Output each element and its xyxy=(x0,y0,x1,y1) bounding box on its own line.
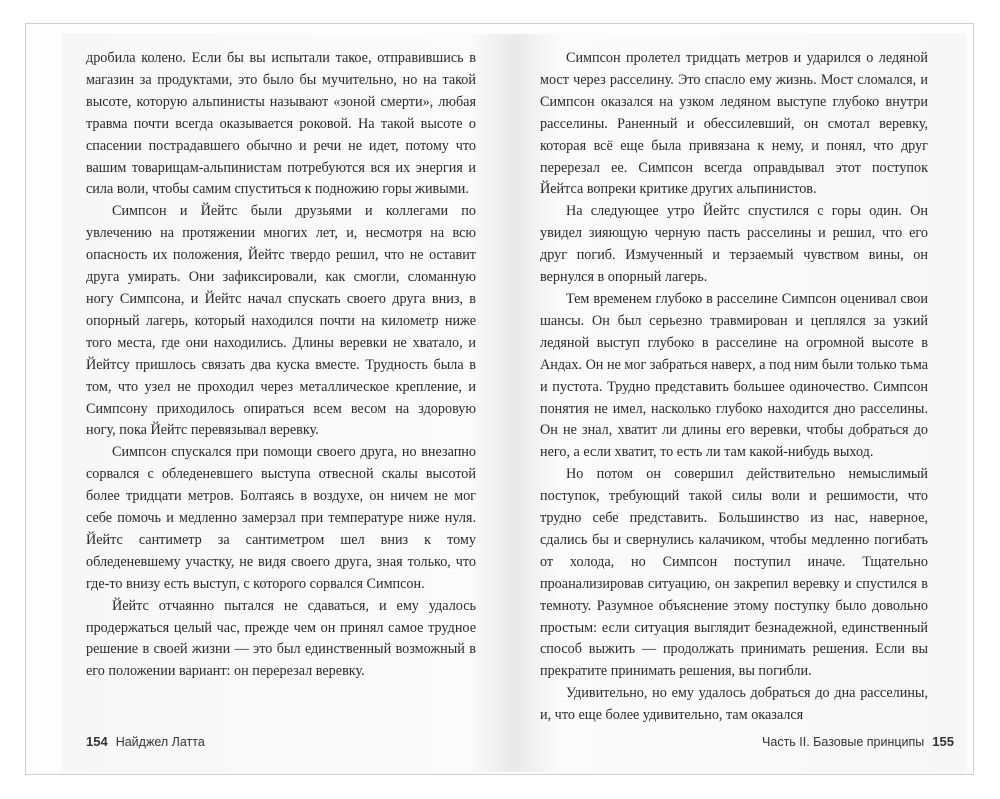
page-number: 154 xyxy=(86,734,108,749)
left-page xyxy=(62,34,502,772)
paragraph: Йейтс отчаянно пытался не сдаваться, и ему удалось продержаться целый час, прежде чем он принял самое трудное решение в своей жизни — это был единственный возможный в его положении вариант: он перерезал веревку. xyxy=(86,597,476,680)
right-page-text xyxy=(540,48,928,727)
book-spread xyxy=(62,34,966,772)
paragraph: Симпсон спускался при помощи своего друга, но внезапно сорвался с обледеневшего выступа отвесной скалы высотой более тридцати метров. Болтаясь в воздухе, он ничем не мог себе помочь и медленно замерзал при температуре ниже нуля. Йейтс сантиметр за сантиметром шел вниз к тому обледеневшему участку, не видя своего друга, зная только, что где-то внизу есть выступ, с которого сорвался Симпсон. xyxy=(86,444,476,592)
right-page-footer xyxy=(762,734,954,749)
paragraph: Симпсон и Йейтс были друзьями и коллегами по увлечению на протяжении многих лет, и, несмотря на всю опасность их положения, Йейтс твердо решил, что не оставит друга умирать. Они зафиксировали, как смогли, сломанную ногу Симпсона, и Йейтс начал спускать своего друга вниз, в опорный лагерь, который находился почти на километр ниже того места, где они находились. Длины веревки не хватало, и Йейтсу пришлось связать два куска вместе. Трудность была в том, что узел не проходил через металлическое крепление, и Симпсону приходилось опираться всем весом на здоровую ногу, пока Йейтс перевязывал веревку. xyxy=(86,203,476,439)
paragraph: На следующее утро Йейтс спустился с горы один. Он увидел зияющую черную пасть расселины и решил, что его друг погиб. Измученный и терзаемый чувством вины, он вернулся в опорный лагерь. xyxy=(540,203,928,286)
paragraph: Симпсон пролетел тридцать метров и ударился о ледяной мост через расселину. Это спасло ему жизнь. Мост сломался, и Симпсон оказался на узком ледяном выступе глубоко внутри расселины. Раненный и обессилевший, он смотал веревку, которая всё еще была привязана к нему, и понял, что друг перерезал ее. Симпсон всегда оправдывал этот поступок Йейтса вопреки критике других альпинистов. xyxy=(540,50,928,198)
paragraph: Тем временем глубоко в расселине Симпсон оценивал свои шансы. Он был серьезно травмирован и цеплялся за узкий ледяной выступ глубоко в расселине на огромной высоте в Андах. Он не мог забраться наверх, а под ним были только тьма и пустота. Трудно представить большее одиночество. Симпсон понятия не имел, насколько глубоко находится дно расселины. Он не знал, хватит ли длины его веревки, чтобы добраться до него, а если хватит, то есть ли там какой-нибудь выход. xyxy=(540,290,928,461)
page-number: 155 xyxy=(932,734,954,749)
paragraph: Удивительно, но ему удалось добраться до дна расселины, и, что еще более удивительно, там оказался xyxy=(540,685,928,724)
scan-frame xyxy=(25,23,974,775)
left-page-text xyxy=(86,48,476,683)
running-head: Найджел Латта xyxy=(115,735,205,749)
paragraph: Но потом он совершил действительно немыслимый поступок, требующий такой силы воли и решимости, что трудно себе представить. Большинство из нас, наверное, сдались бы и свернулись калачиком, чтобы медленно погибать от холода, но Симпсон поступил иначе. Тщательно проанализировав ситуацию, он закрепил веревку и спустился в темноту. Разумное объяснение этому поступку было довольно простым: если ситуация выглядит безнадежной, единственный способ выжить — продолжать принимать решения. Если вы прекратите принимать решения, вы погибли. xyxy=(540,466,928,680)
running-head: Часть II. Базовые принципы xyxy=(762,735,925,749)
right-page xyxy=(540,34,980,772)
left-page-footer xyxy=(86,734,205,749)
paragraph: дробила колено. Если бы вы испытали такое, отправившись в магазин за продуктами, это было бы мучительно, но на такой высоте, которую альпинисты называют «зоной смерти», любая травма почти всегда оказывается роковой. На такой высоте о спасении пострадавшего обычно и речи не идет, потому что вашим товарищам-альпинистам потребуются вся их энергия и сила воли, чтобы самим спуститься к подножию горы живыми. xyxy=(86,50,476,198)
